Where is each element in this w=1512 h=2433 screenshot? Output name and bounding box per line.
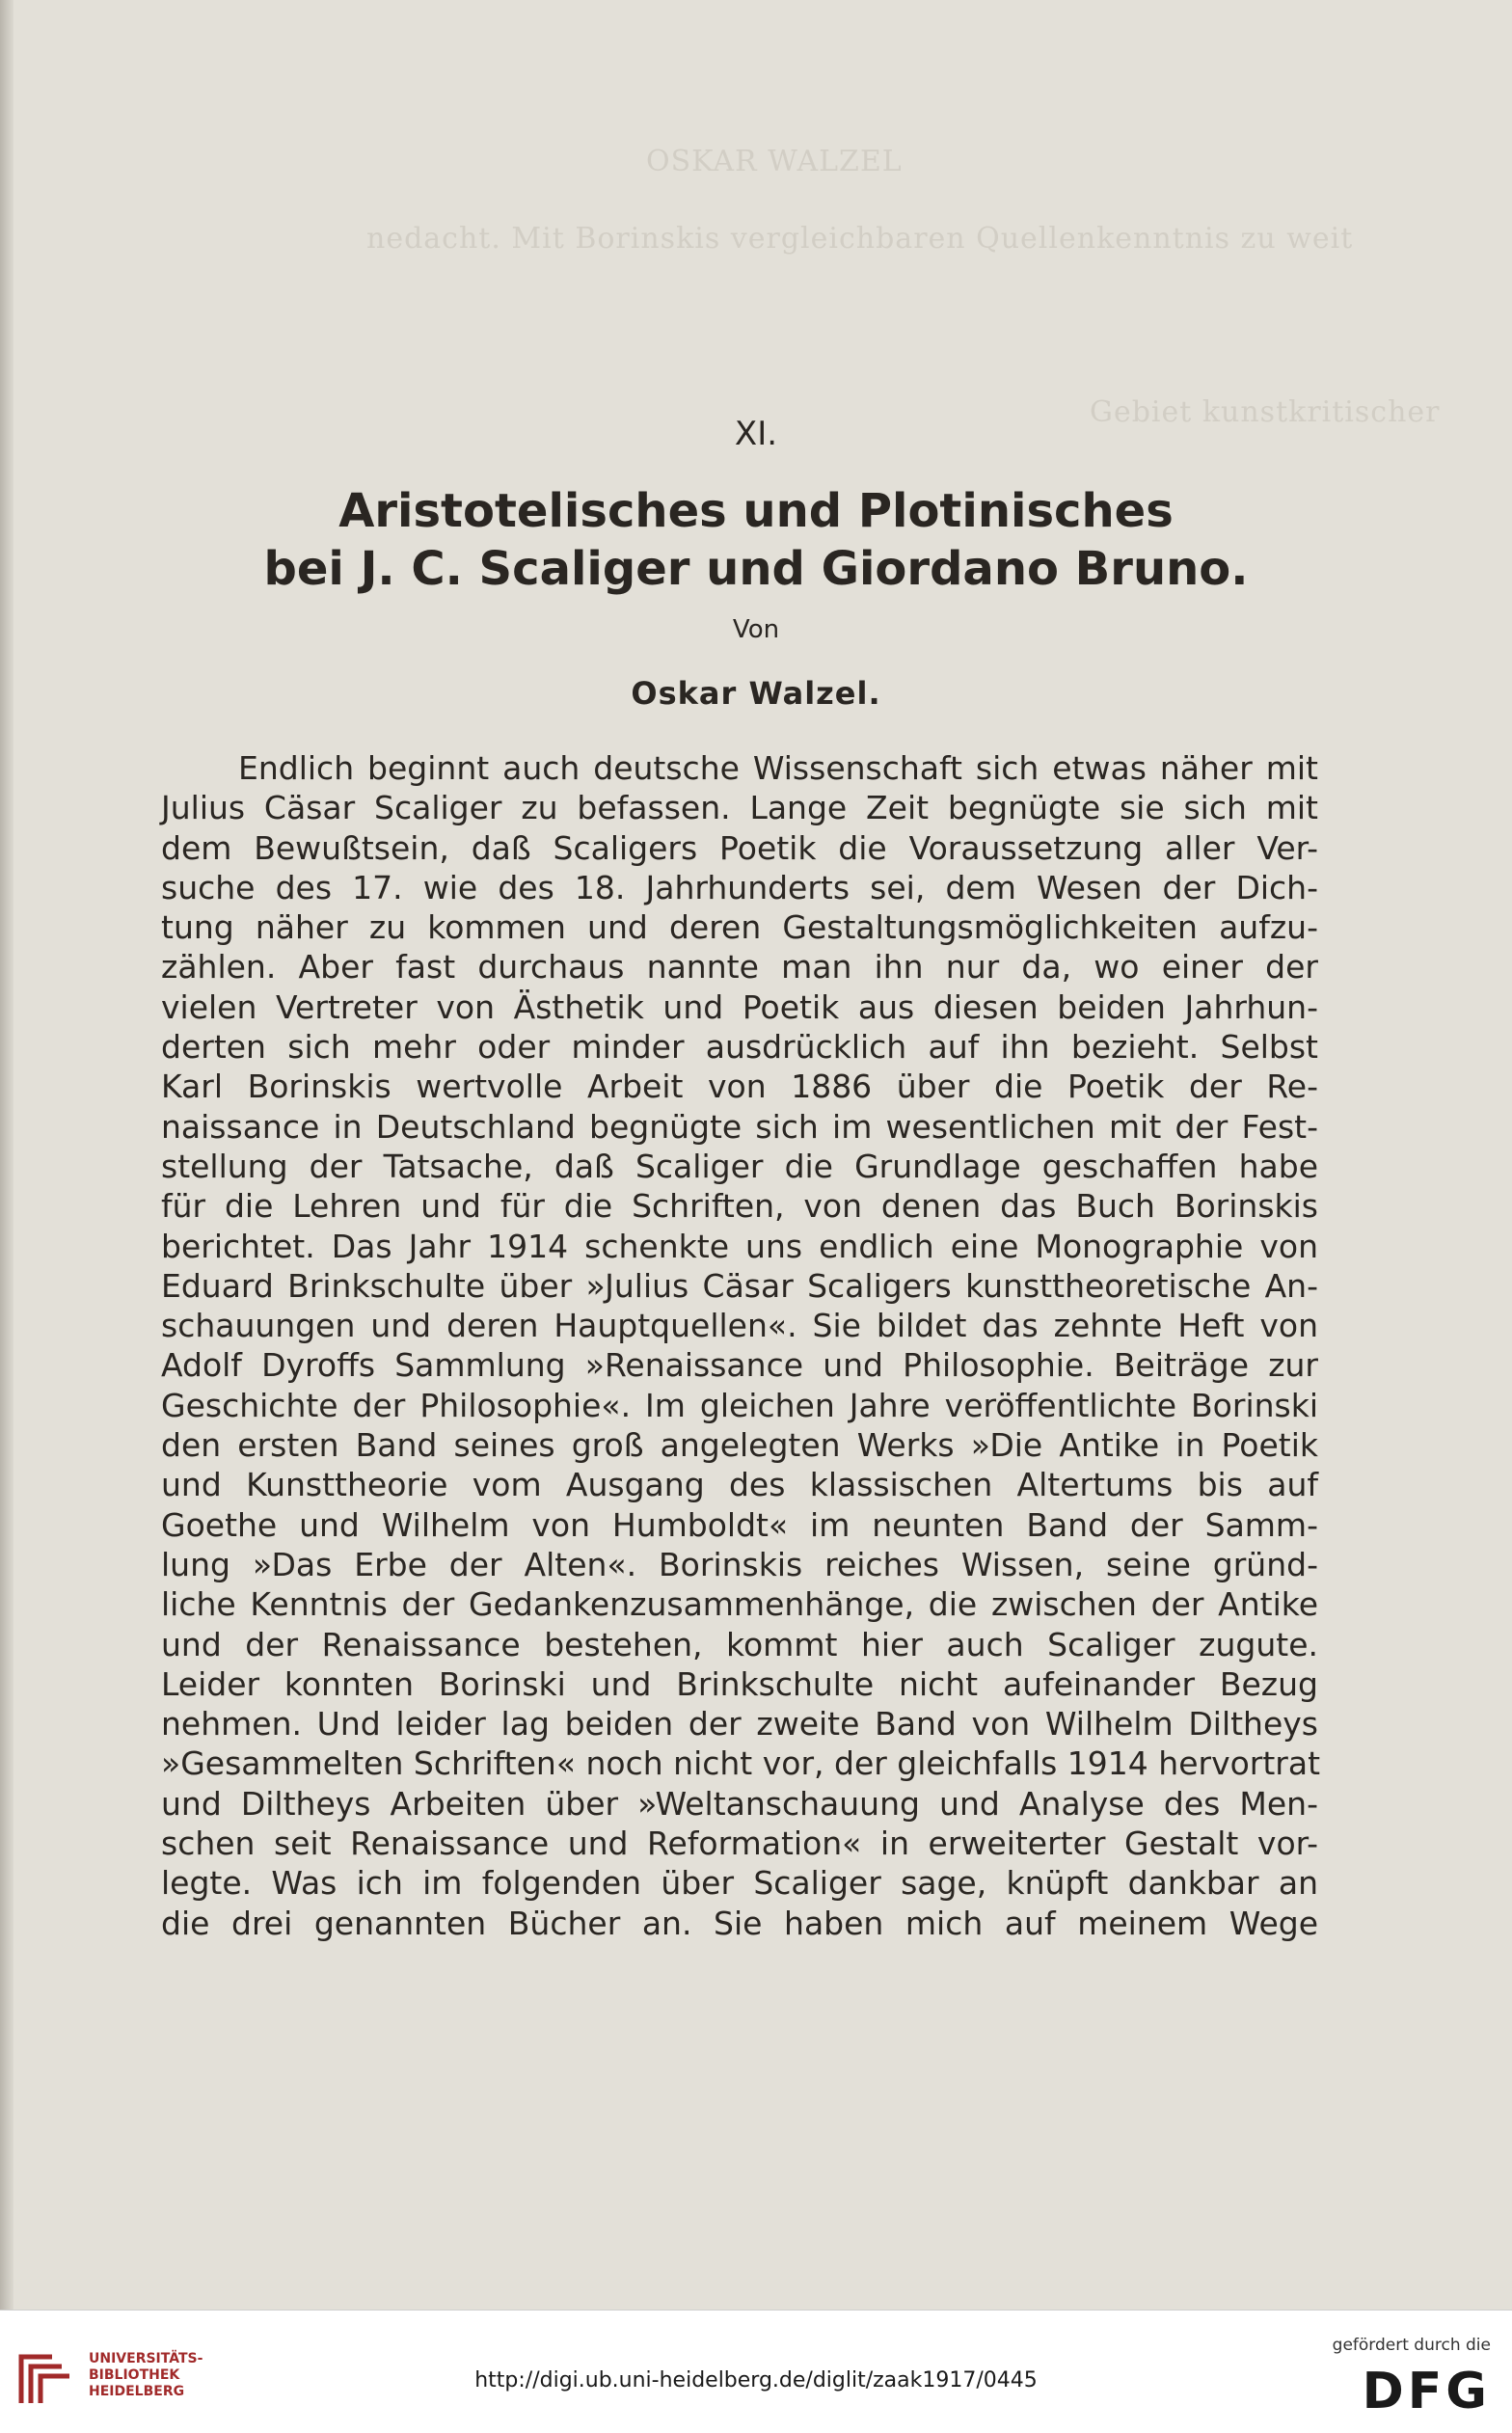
bleed-through-text: Gebiet kunstkritischer — [1090, 395, 1441, 429]
text-line: Karl Borinskis wertvolle Arbeit von 1886 über die Poetik der Re- — [161, 1068, 1318, 1106]
page-binding-edge — [0, 0, 14, 2310]
text-line: vielen Vertreter von Ästhetik und Poetik aus diesen beiden Jahrhun- — [161, 987, 1318, 1026]
text-line: Leider konnten Borinski und Brinkschulte nicht aufeinander Bezug — [161, 1664, 1318, 1703]
text-line: legte. Was ich im folgenden über Scaliger sage, knüpft dankbar an — [161, 1864, 1318, 1903]
text-line: und Kunsttheorie vom Ausgang des klassischen Altertums bis auf — [161, 1466, 1318, 1504]
text-line: liche Kenntnis der Gedankenzusammenhänge, die zwischen der Antike — [161, 1585, 1318, 1624]
bleed-through-text: nedacht. Mit Borinskis vergleichbaren Quellenkenntnis zu weit — [366, 222, 1354, 256]
funding-note: gefördert durch die — [1332, 2336, 1491, 2355]
text-line: naissance in Deutschland begnügte sich im wesentlichen mit der Fest- — [161, 1107, 1318, 1146]
text-line: den ersten Band seines groß angelegten Werks »Die Antike in Poetik — [161, 1426, 1318, 1465]
title-line-2: bei J. C. Scaliger und Giordano Bruno. — [263, 542, 1249, 596]
text-line: Adolf Dyroffs Sammlung »Renaissance und Philosophie. Beiträge zur — [161, 1346, 1318, 1385]
text-line: Goethe und Wilhelm von Humboldt« im neunten Band der Samm- — [161, 1505, 1318, 1544]
section-numeral: XI. — [734, 415, 778, 453]
text-line: suche des 17. wie des 18. Jahrhunderts sei, dem Wesen der Dich- — [161, 868, 1318, 906]
text-line: berichtet. Das Jahr 1914 schenkte uns endlich eine Monographie von — [161, 1227, 1318, 1265]
library-name-line: BIBLIOTHEK — [89, 2367, 180, 2383]
text-line: lung »Das Erbe der Alten«. Borinskis reiches Wissen, seine gründ- — [161, 1545, 1318, 1583]
text-line: die drei genannten Bücher an. Sie haben mich auf meinem Wege — [161, 1904, 1318, 1942]
bleed-through-text: OSKAR WALZEL — [646, 145, 903, 178]
text-line: und der Renaissance bestehen, kommt hier auch Scaliger zugute. — [161, 1625, 1318, 1663]
text-line: Julius Cäsar Scaliger zu befassen. Lange Zeit begnügte sie sich mit — [161, 789, 1318, 827]
dfg-logo: DFG — [1362, 2363, 1491, 2420]
byline-von: Von — [732, 615, 780, 644]
viewer-footer — [0, 2310, 1512, 2433]
title-line-1: Aristotelisches und Plotinisches — [338, 484, 1174, 538]
author-name: Oskar Walzel. — [631, 675, 881, 712]
text-line: Endlich beginnt auch deutsche Wissenschaft sich etwas näher mit — [238, 749, 1318, 787]
text-line: und Diltheys Arbeiten über »Weltanschauung und Analyse des Men- — [161, 1784, 1318, 1823]
text-line: schauungen und deren Hauptquellen«. Sie bildet das zehnte Heft von — [161, 1307, 1318, 1345]
article-title — [0, 482, 1512, 598]
text-line: nehmen. Und leider lag beiden der zweite Band von Wilhelm Diltheys — [161, 1705, 1318, 1744]
body-paragraph — [161, 748, 1321, 1943]
permalink-url[interactable]: http://digi.ub.uni-heidelberg.de/diglit/zaak1917/0445 — [474, 2368, 1038, 2392]
text-line: schen seit Renaissance und Reformation« in erweiterter Gestalt vor- — [161, 1825, 1318, 1863]
text-line: stellung der Tatsache, daß Scaliger die Grundlage geschaffen habe — [161, 1147, 1318, 1185]
library-name-line: UNIVERSITÄTS- — [89, 2351, 203, 2366]
library-name-line: HEIDELBERG — [89, 2384, 185, 2399]
text-line: dem Bewußtsein, daß Scaligers Poetik die Voraussetzung aller Ver- — [161, 828, 1318, 867]
text-line: derten sich mehr oder minder ausdrücklich auf ihn bezieht. Selbst — [161, 1028, 1318, 1067]
text-line: für die Lehren und für die Schriften, von denen das Buch Borinskis — [161, 1187, 1318, 1226]
text-line: »Gesammelten Schriften« noch nicht vor, der gleichfalls 1914 hervortrat — [161, 1744, 1321, 1783]
text-line: tung näher zu kommen und deren Gestaltungsmöglichkeiten aufzu- — [161, 908, 1318, 947]
text-line: zählen. Aber fast durchaus nannte man ihn nur da, wo einer der — [161, 948, 1318, 987]
text-line: Eduard Brinkschulte über »Julius Cäsar Scaligers kunsttheoretische An- — [161, 1266, 1318, 1305]
text-line: Geschichte der Philosophie«. Im gleichen Jahre veröffentlichte Borinski — [161, 1386, 1318, 1424]
